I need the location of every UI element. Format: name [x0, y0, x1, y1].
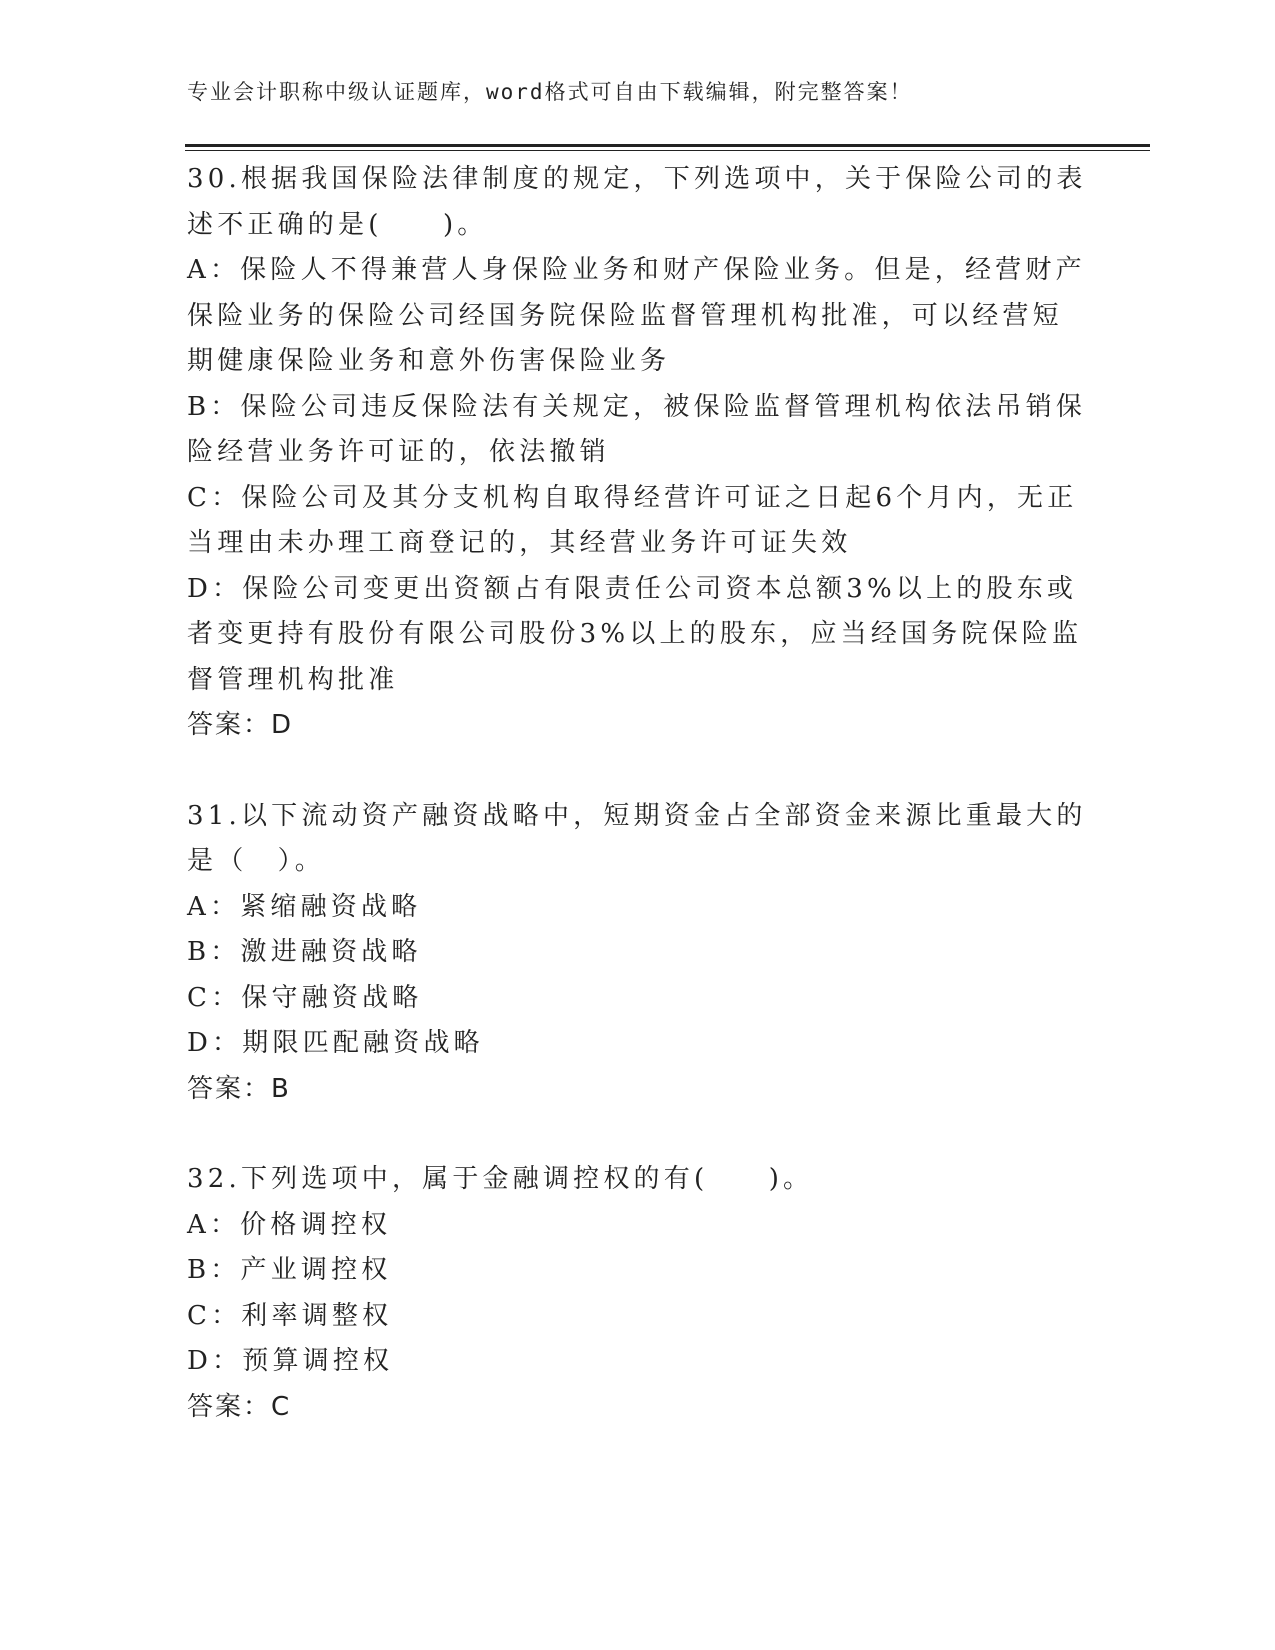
- question-list: [187, 157, 1087, 1430]
- header-rule-thin: [185, 150, 1150, 151]
- question-spacer: [187, 749, 1087, 794]
- question-stem: 30.根据我国保险法律制度的规定，下列选项中，关于保险公司的表述不正确的是( )。: [187, 164, 1087, 240]
- option-b: B：激进融资战略: [187, 937, 422, 967]
- question-stem: 31.以下流动资产融资战略中，短期资金占全部资金来源比重最大的是（ ）。: [187, 800, 1087, 876]
- header-rule-thick: [185, 144, 1150, 147]
- option-d: D：期限匹配融资战略: [187, 1028, 484, 1058]
- option-c: C：保守融资战略: [187, 982, 423, 1013]
- question-30: [187, 157, 1087, 749]
- option-b: B：产业调控权: [187, 1255, 392, 1285]
- question-31: [187, 794, 1087, 1113]
- option-b: B：保险公司违反保险法有关规定，被保险监督管理机构依法吊销保险经营业务许可证的，依法撤销: [187, 391, 1087, 467]
- question-spacer: [187, 1112, 1087, 1157]
- option-c: C：保险公司及其分支机构自取得经营许可证之日起6个月内，无正当理由未办理工商登记的，其经营业务许可证失效: [187, 482, 1078, 558]
- option-a: A：保险人不得兼营人身保险业务和财产保险业务。但是，经营财产保险业务的保险公司经国务院保险监督管理机构批准，可以经营短期健康保险业务和意外伤害保险业务: [187, 255, 1086, 376]
- question-32: [187, 1157, 1087, 1430]
- option-a: A：紧缩融资战略: [187, 891, 422, 922]
- option-c: C：利率调整权: [187, 1300, 393, 1331]
- option-d: D：保险公司变更出资额占有限责任公司资本总额3%以上的股东或者变更持有股份有限公司股份3%以上的股东，应当经国务院保险监督管理机构批准: [187, 573, 1083, 695]
- option-d: D：预算调控权: [187, 1346, 394, 1376]
- answer-label: 答案：B: [187, 1073, 291, 1104]
- answer-label: 答案：D: [187, 710, 294, 740]
- document-header: 专业会计职称中级认证题库，word格式可自由下载编辑，附完整答案！: [187, 80, 913, 104]
- option-a: A：价格调控权: [187, 1209, 392, 1240]
- answer-label: 答案：C: [187, 1391, 292, 1422]
- question-stem: 32.下列选项中，属于金融调控权的有( )。: [187, 1164, 814, 1194]
